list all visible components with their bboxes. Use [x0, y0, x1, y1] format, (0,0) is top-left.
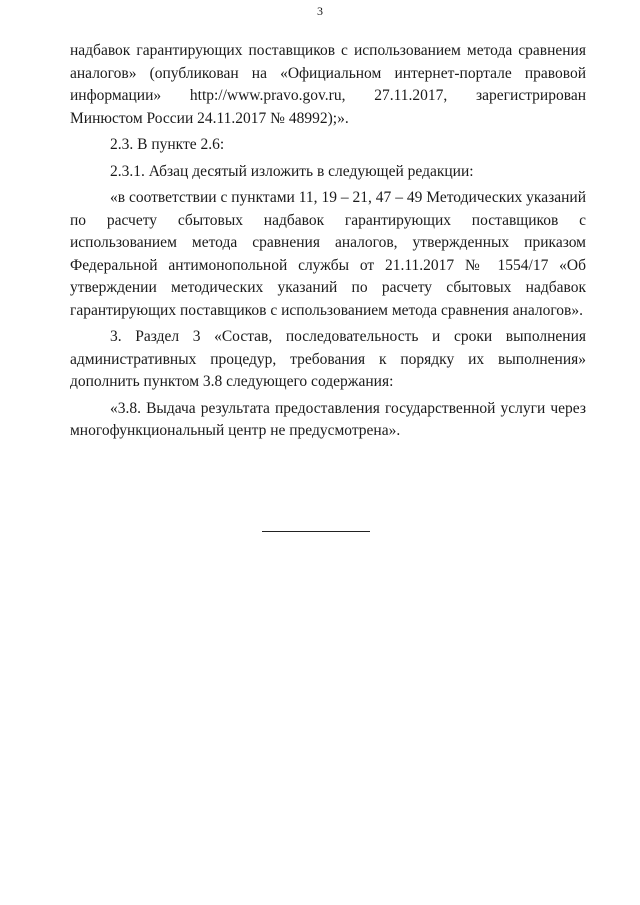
paragraph-continuation: надбавок гарантирующих поставщиков с использованием метода сравнения аналогов» (опубликован на «Официальном интернет-портале правовой информации» http://www.pravo.gov.ru, 27.11.2017, зарегистрирован Минюстом России 24.11.2017 № 48992);».: [70, 42, 586, 127]
paragraph-item-2-3: 2.3. В пункте 2.6:: [110, 136, 225, 153]
page-number: 3: [317, 4, 323, 18]
paragraph-quoted-text: «в соответствии с пунктами 11, 19 – 21, 47 – 49 Методических указаний по расчету сбытовых надбавок гарантирующих поставщиков с использованием метода сравнения аналогов, утвержденных приказом Федеральной антимонопольной службы от 21.11.2017 № 1554/17 «Об утверждении методических указаний по расчету сбытовых надбавок гарантирующих поставщиков с использованием метода сравнения аналогов».: [70, 189, 586, 319]
paragraph-item-3: 3. Раздел 3 «Состав, последовательность и сроки выполнения административных процедур, требования к порядку их выполнения» дополнить пунктом 3.8 следующего содержания:: [70, 328, 586, 390]
end-separator-line: [262, 531, 370, 532]
paragraph-item-3-8: «3.8. Выдача результата предоставления государственной услуги через многофункциональный центр не предусмотрена».: [70, 399, 586, 439]
paragraph-item-2-3-1: 2.3.1. Абзац десятый изложить в следующей редакции:: [110, 162, 474, 180]
document-body: [70, 40, 586, 447]
